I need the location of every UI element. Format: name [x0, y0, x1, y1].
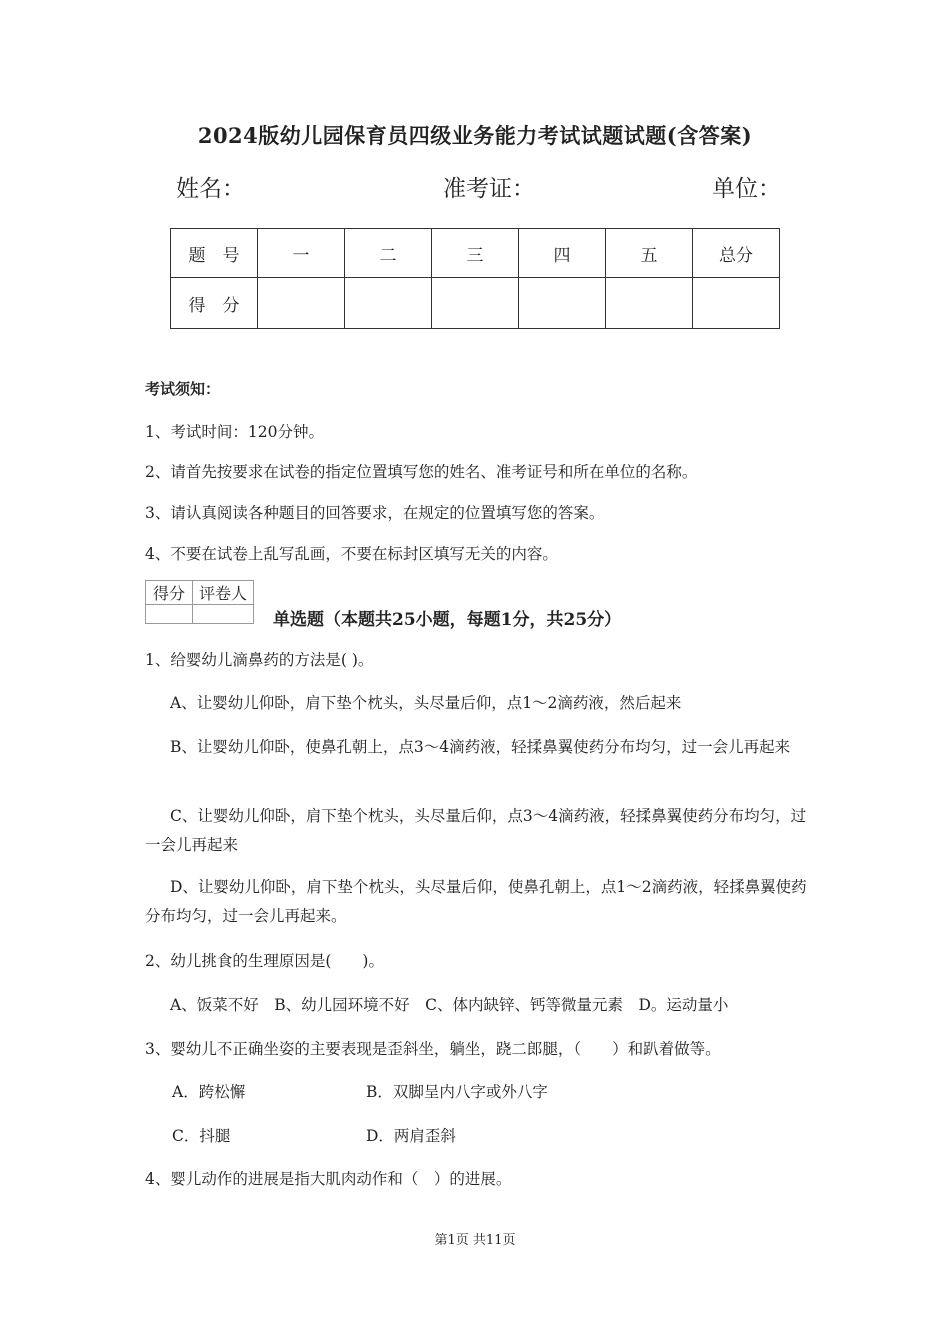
score-table-cell: 题 号	[171, 229, 258, 278]
question-4-stem: 4、婴儿动作的进展是指大肌肉动作和（ ）的进展。	[145, 1170, 512, 1188]
score-input-cell[interactable]	[258, 278, 345, 329]
score-table-cell: 一	[258, 229, 345, 278]
exam-id-label: 准考证：	[443, 176, 535, 202]
question-3-option-d: D．两肩歪斜	[366, 1127, 456, 1145]
score-table-cell: 三	[432, 229, 519, 278]
name-label: 姓名：	[176, 176, 245, 202]
score-input-cell[interactable]	[345, 278, 432, 329]
question-1-option-c: C、让婴幼儿仰卧，肩下垫个枕头，头尽量后仰，点3～4滴药液，轻揉鼻翼使药分布均匀，过一会儿再起来	[145, 807, 807, 854]
question-3-option-c: C．抖腿	[172, 1127, 231, 1145]
question-3-stem: 3、婴幼儿不正确坐姿的主要表现是歪斜坐，躺坐，跷二郎腿，（ ）和趴着做等。	[145, 1040, 721, 1058]
notice-item: 3、请认真阅读各种题目的回答要求，在规定的位置填写您的答案。	[145, 504, 605, 522]
score-table-cell: 五	[606, 229, 693, 278]
score-input-cell[interactable]	[693, 278, 780, 329]
question-1-option-d: D、让婴幼儿仰卧，肩下垫个枕头，头尽量后仰，使鼻孔朝上，点1～2滴药液，轻揉鼻翼使药分布均匀，过一会儿再起来。	[145, 878, 807, 925]
question-2-options: A、饭菜不好 B、幼儿园环境不好 C、体内缺锌、钙等微量元素 D。运动量小	[170, 996, 729, 1014]
question-3-option-b: B．双脚呈内八字或外八字	[366, 1083, 548, 1101]
grader-table	[145, 580, 254, 624]
notice-item: 4、不要在试卷上乱写乱画，不要在标封区填写无关的内容。	[145, 545, 558, 563]
score-table	[170, 228, 780, 329]
score-table-score-row	[171, 278, 780, 329]
score-input-cell[interactable]	[606, 278, 693, 329]
question-1-option-a: A、让婴幼儿仰卧，肩下垫个枕头，头尽量后仰，点1～2滴药液，然后起来	[170, 694, 682, 712]
score-table-cell: 得 分	[171, 278, 258, 329]
score-table-cell: 四	[519, 229, 606, 278]
grader-name-cell[interactable]	[193, 605, 254, 624]
question-3-option-a: A．跨松懈	[172, 1083, 246, 1101]
notice-item: 2、请首先按要求在试卷的指定位置填写您的姓名、准考证号和所在单位的名称。	[145, 463, 698, 481]
score-table-header-row	[171, 229, 780, 278]
grader-score-cell[interactable]	[146, 605, 193, 624]
unit-label: 单位：	[712, 176, 781, 202]
question-1-stem: 1、给婴幼儿滴鼻药的方法是( )。	[145, 651, 374, 669]
page-footer: 第1页 共11页	[434, 1233, 516, 1248]
document-title: 2024版幼儿园保育员四级业务能力考试试题试题(含答案)	[197, 123, 753, 148]
question-1-option-b: B、让婴幼儿仰卧，使鼻孔朝上，点3～4滴药液，轻揉鼻翼使药分布均匀，过一会儿再起来	[170, 738, 791, 756]
score-input-cell[interactable]	[519, 278, 606, 329]
grader-name-label: 评卷人	[193, 581, 254, 605]
notice-item: 1、考试时间：120分钟。	[145, 423, 324, 441]
section-title: 单选题（本题共25小题，每题1分，共25分）	[273, 610, 622, 630]
grader-score-label: 得分	[146, 581, 193, 605]
score-table-cell: 二	[345, 229, 432, 278]
score-table-cell: 总分	[693, 229, 780, 278]
question-2-stem: 2、幼儿挑食的生理原因是( )。	[145, 952, 384, 970]
notice-title: 考试须知：	[145, 380, 221, 398]
score-input-cell[interactable]	[432, 278, 519, 329]
